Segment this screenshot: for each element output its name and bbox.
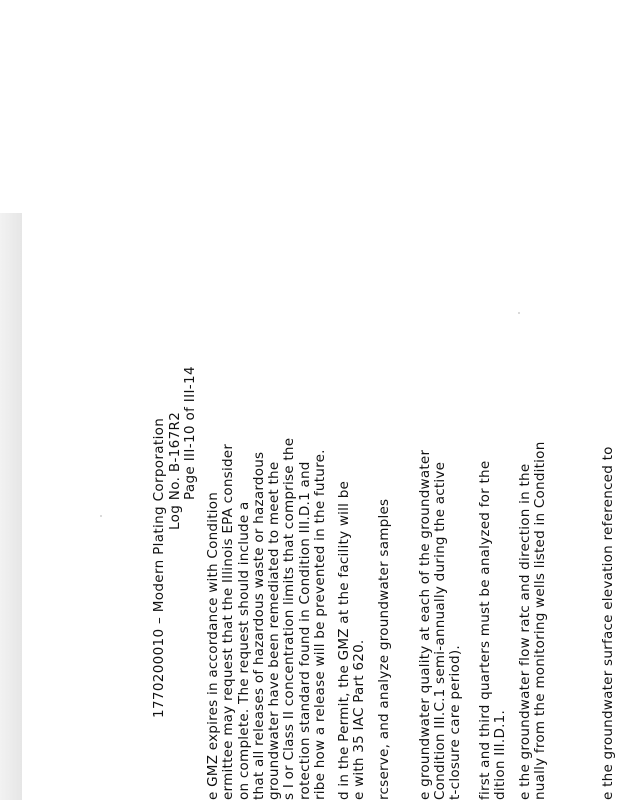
scan-speck <box>100 515 102 517</box>
body-line: nually from the monitoring wells listed in Condition <box>532 441 548 800</box>
scan-speck <box>518 312 520 314</box>
body-line: e the groundwater flow ratc and direction in the <box>517 463 533 800</box>
body-line: rotection standard found in Condition III.D.1 and <box>297 461 313 800</box>
scan-edge-shadow <box>0 213 22 800</box>
body-line: groundwater have been remediated to meet the <box>266 461 282 800</box>
header-line-1: 1770200010 – Modern Plating Corporation <box>151 417 167 718</box>
body-line: t-closure care period). <box>447 645 463 800</box>
body-line: rcserve, and analyze groundwater samples <box>376 498 392 800</box>
body-line: that all releases of hazardous waste or hazardous <box>251 451 267 800</box>
body-line: e the groundwater surface elevation referenced to <box>600 446 616 800</box>
body-line: s I or Class II concentration limits that comprise the <box>281 437 297 800</box>
body-line: dition III.D.1. <box>492 709 508 800</box>
body-line: Condition III.C.1 semi-annually during the active <box>432 461 448 800</box>
body-line: e with 35 IAC Part 620. <box>351 639 367 800</box>
body-line: ribe how a release will be prevented in the future. <box>312 449 328 800</box>
header-line-2: Log No. B-167R2 <box>167 411 183 530</box>
body-line: ermittee may request that the Illinois EPA consider <box>220 443 236 800</box>
body-line: on complete. The request should include a <box>236 501 252 800</box>
body-line: e GMZ expires in accordance with Condition <box>205 491 221 800</box>
header-line-3: Page III-10 of III-14 <box>182 366 198 500</box>
body-line: first and third quarters must be analyzed for the <box>477 460 493 800</box>
body-line: d in the Permit, the GMZ at the facility will be <box>336 480 352 800</box>
body-line: e groundwater quality at each of the groundwater <box>417 449 433 800</box>
